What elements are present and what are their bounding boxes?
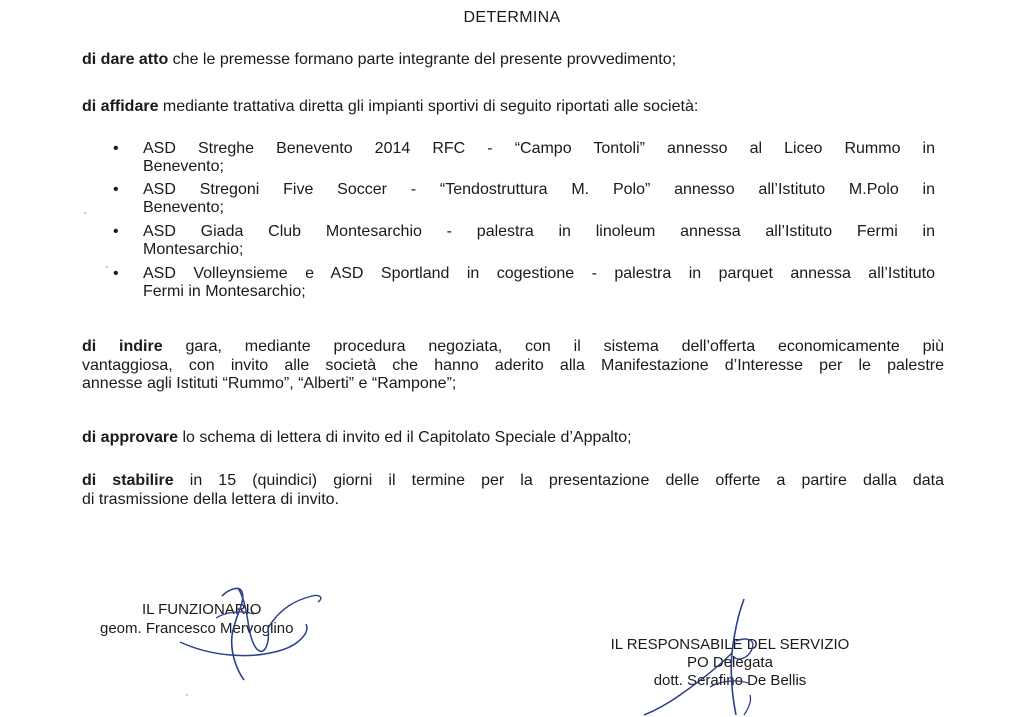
list-item-line: ASD Streghe Benevento 2014 RFC - “Campo Tontoli” annesso al Liceo Rummo in	[143, 140, 935, 157]
paragraph-text: lo schema di lettera di invito ed il Capitolato Speciale d’Appalto;	[178, 429, 632, 446]
list-item-line: Montesarchio;	[143, 240, 244, 258]
scan-speck	[186, 694, 188, 696]
list-item	[113, 140, 935, 175]
bullet-icon: •	[113, 140, 119, 157]
paragraph-line: di trasmissione della lettera di invito.	[82, 490, 340, 508]
signatory-name: dott. Serafino De Bellis	[653, 672, 807, 689]
paragraph-lead: di affidare	[82, 98, 159, 115]
signature-block-funzionario	[100, 600, 293, 638]
list-item	[113, 181, 935, 216]
facilities-list	[113, 140, 935, 300]
paragraph-text: che le premesse formano parte integrante del presente provvedimento;	[168, 51, 677, 68]
bullet-icon: •	[113, 181, 119, 198]
paragraph-lead: di stabilire	[82, 472, 174, 489]
bullet-icon: •	[113, 223, 119, 240]
paragraph-lead: di indire	[82, 338, 163, 355]
paragraph-line: vantaggiosa, con invito alle società che hanno aderito alla Manifestazione d’Interesse per le palestre	[82, 356, 944, 374]
paragraph-stabilire	[82, 472, 944, 509]
signature-block-responsabile	[588, 636, 872, 690]
list-item-line: ASD Volleynsieme e ASD Sportland in cogestione - palestra in parquet annessa all’Istituto	[143, 265, 935, 282]
paragraph-text: mediante trattativa diretta gli impianti sportivi di seguito riportati alle società:	[158, 98, 699, 115]
paragraph-lead: di dare atto	[82, 51, 169, 68]
list-item-line: Benevento;	[143, 198, 224, 216]
paragraph-affidare	[82, 97, 944, 116]
paragraph-indire	[82, 338, 944, 394]
paragraph-text: gara, mediante procedura negoziata, con il sistema dell’offerta economicamente più	[162, 338, 944, 355]
list-item	[113, 223, 935, 258]
document-title: DETERMINA	[463, 9, 561, 26]
list-item-line: ASD Giada Club Montesarchio - palestra in linoleum annessa all’Istituto Fermi in	[143, 223, 935, 240]
list-item-line: Benevento;	[143, 157, 224, 175]
paragraph-lead: di approvare	[82, 429, 179, 446]
bullet-icon: •	[113, 265, 119, 282]
scan-speck	[106, 266, 108, 268]
paragraph-line	[82, 472, 944, 491]
paragraph-approvare	[82, 428, 944, 447]
paragraph-line	[82, 338, 944, 357]
list-item-line: Fermi in Montesarchio;	[143, 282, 306, 300]
paragraph-text: in 15 (quindici) giorni il termine per la presentazione delle offerte a partire dalla data	[173, 472, 944, 489]
signatory-name: geom. Francesco Mervoglino	[100, 620, 294, 637]
paragraph-dare-atto	[82, 50, 944, 69]
signatory-role: IL FUNZIONARIO	[142, 601, 262, 618]
signatory-role: IL RESPONSABILE DEL SERVIZIO	[610, 636, 850, 653]
scan-speck	[84, 212, 86, 214]
list-item	[113, 265, 935, 300]
list-item-line: ASD Stregoni Five Soccer - “Tendostruttura M. Polo” annesso all’Istituto M.Polo in	[143, 181, 935, 198]
signatory-subtitle: PO Delegata	[687, 654, 773, 671]
paragraph-line: annesse agli Istituti “Rummo”, “Alberti” e “Rampone”;	[82, 375, 457, 392]
